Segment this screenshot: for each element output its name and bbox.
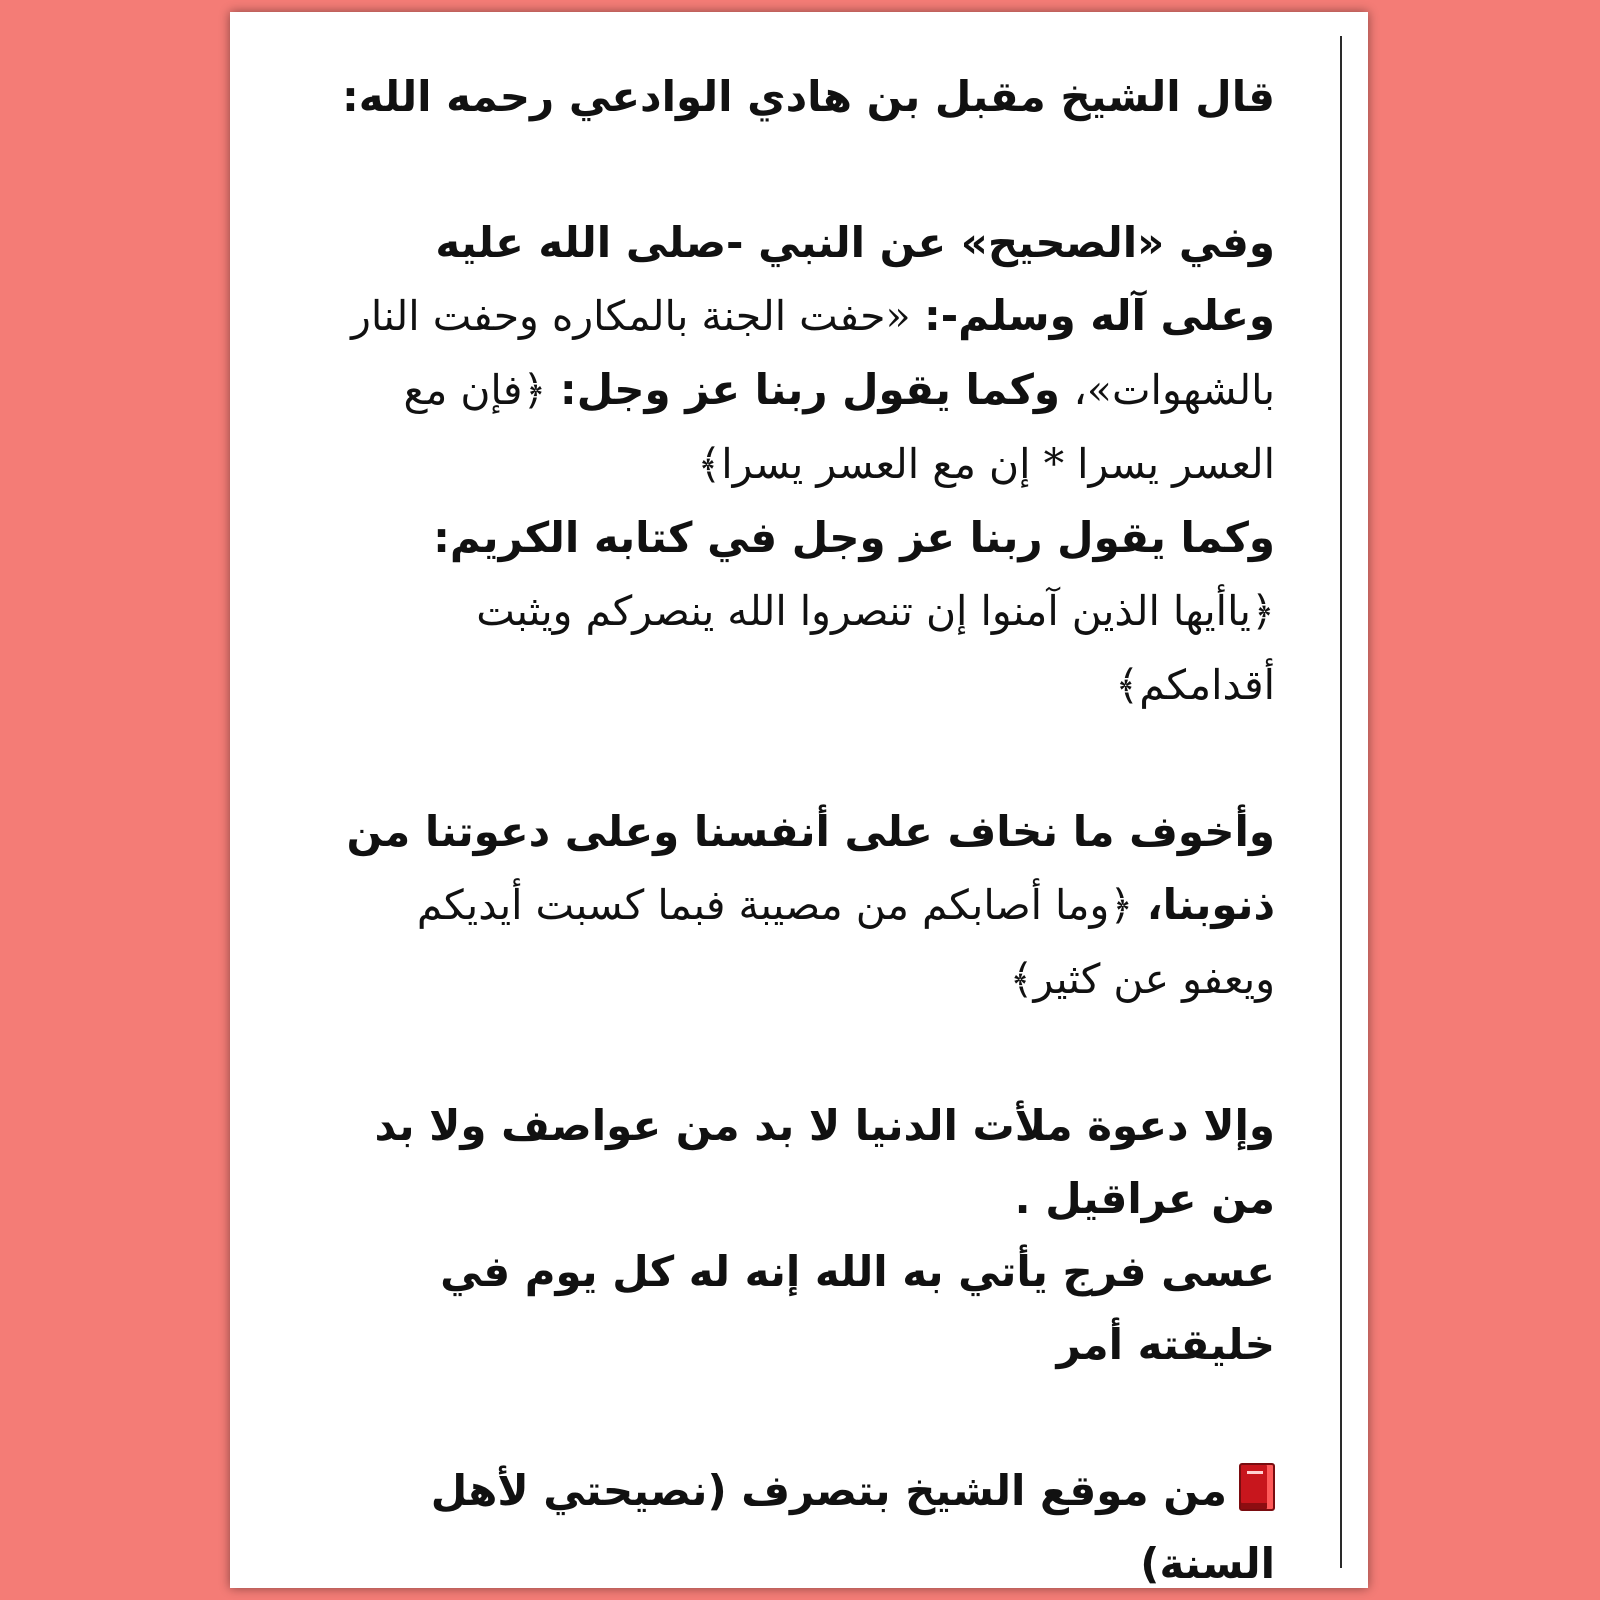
comma-separator: ،: [1059, 365, 1087, 414]
spacer: [320, 1381, 1275, 1454]
spacer: [320, 722, 1275, 795]
paragraph-relief: عسى فرج يأتي به الله إنه له كل يوم في خليقته أمر: [440, 1247, 1275, 1369]
ayah-quote-2: ﴿ياأيها الذين آمنوا إن تنصروا الله ينصركم ويثبت أقدامكم﴾: [476, 587, 1275, 709]
spacer: [320, 1016, 1275, 1089]
source-citation: [320, 1454, 1275, 1600]
paragraph3-intro: وأخوف ما نخاف على أنفسنا وعلى دعوتنا من ذنوبنا،: [346, 807, 1275, 929]
paragraph1-intro: وفي «الصحيح» عن النبي -صلى الله عليه وعلى آله وسلم-:: [435, 218, 1275, 340]
source-text: من موقع الشيخ بتصرف (نصيحتي لأهل السنة): [430, 1466, 1275, 1588]
paragraph-sins: [320, 795, 1275, 1016]
paragraph-obstacles: وإلا دعوة ملأت الدنيا لا بد من عواصف ولا بد من عراقيل .: [374, 1101, 1275, 1223]
ayah-quote-1: ﴿فإن مع العسر يسرا * إن مع العسر يسرا﴾: [403, 366, 1275, 488]
paragraph1-mid: وكما يقول ربنا عز وجل:: [559, 365, 1060, 414]
paragraph2-intro: وكما يقول ربنا عز وجل في كتابه الكريم:: [433, 513, 1275, 562]
paragraph-hadith: [320, 206, 1275, 501]
closed-book-icon: [1239, 1463, 1275, 1511]
spacer: [320, 133, 1275, 206]
hadith-quote: «حفت الجنة بالمكاره وحفت النار بالشهوات»: [351, 292, 1275, 414]
vertical-divider: [1340, 36, 1342, 1568]
paragraph-ayah-2: [320, 501, 1275, 722]
document-title: قال الشيخ مقبل بن هادي الوادعي رحمه الله:: [341, 72, 1275, 121]
document-body: [320, 60, 1275, 1600]
ayah-quote-3: ﴿وما أصابكم من مصيبة فبما كسبت أيديكم ويعفو عن كثير﴾: [416, 881, 1275, 1003]
